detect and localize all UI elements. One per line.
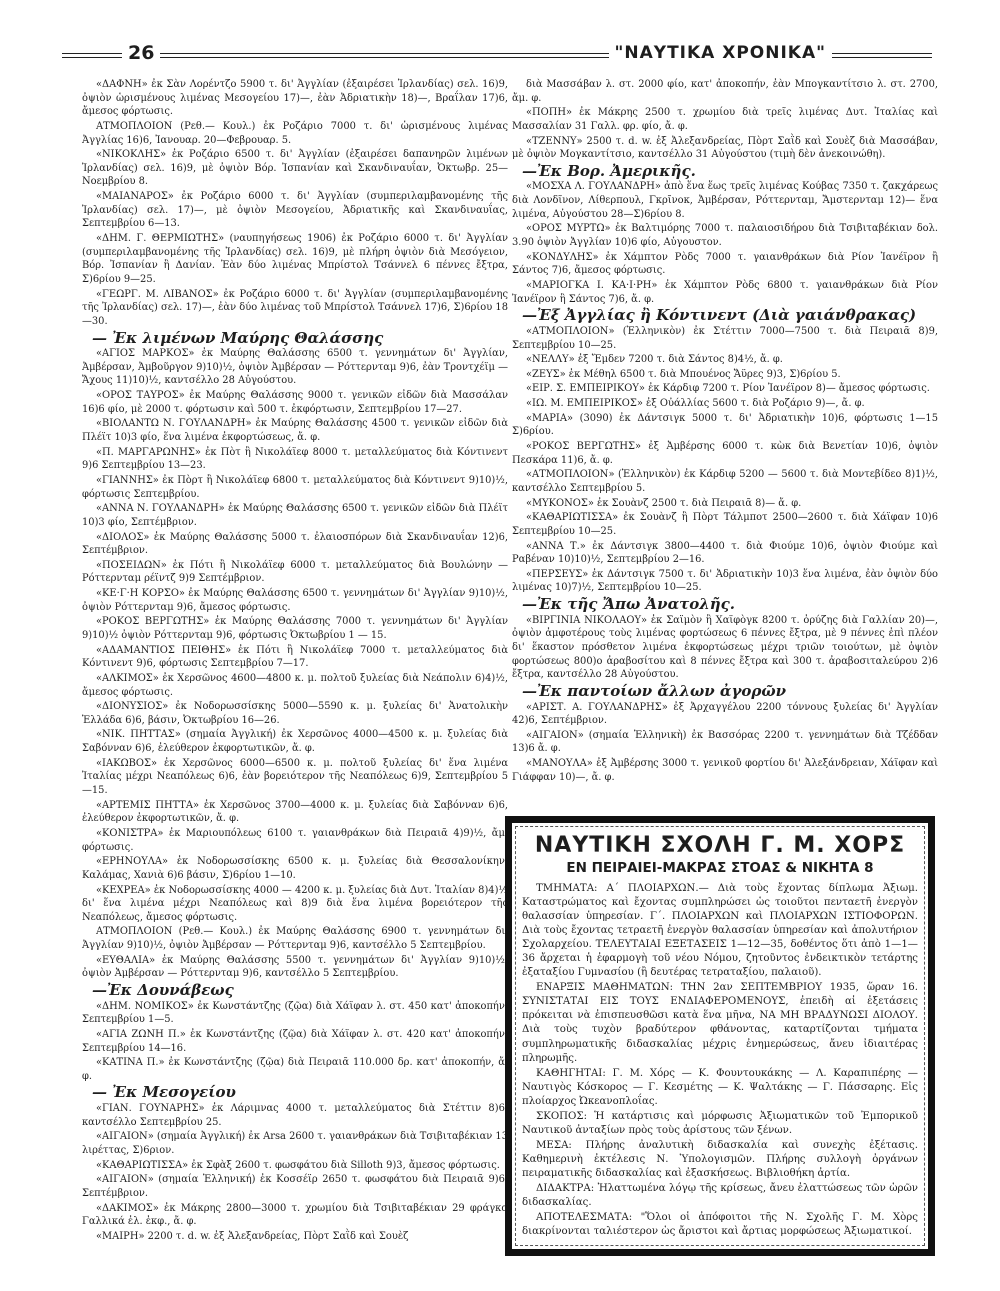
listing-paragraph: «ΒΙΡΓΙΝΙΑ ΝΙΚΟΛΑΟΥ» ἐκ Σαϊμὸν ἢ Χαϊφὸγκ 8200 τ. ὀρύζης διὰ Γαλλίαν 20)—, ὀψιὸν ἀμφοτέρους τοὺς λιμένας φορτώσεως 6 πέννες ἔξτρα, μὲ 9 πέννες ἐπὶ πλέον δι' ἕκαστον πρόσθετον λιμένα ἐκφορτώσεως μέχρι τριῶν τοιούτων, μὲ ὀψιὸν φορτώσεως 800)ο ἀραβοσίτου καὶ 8 πέννες ἔξτρα καὶ 300 τ. ἀραβοσιταλεύρου 2)6 ἔξτρα, καντσέλλο 28 Αὐγούστου.	[512, 614, 938, 681]
listing-paragraph: «Π. ΜΑΡΓΑΡΩΝΗΣ» ἐκ Πὸτ ἢ Νικολάϊεφ 8000 τ. μεταλλεύματος διὰ Κόντινεντ 9)6 Σεπτεμβρίου 13—23.	[82, 446, 508, 472]
listing-paragraph: «ΑΓΙΑ ΖΩΝΗ Π.» ἐκ Κωνστάντζης (ζῷα) διὰ Χάϊφαν λ. στ. 420 κατ' ἀποκοπήν, Σεπτεμβρίου 14—16.	[82, 1028, 508, 1054]
listing-paragraph: «ΜΑΙΡΗ» 2200 τ. d. w. ἐξ Ἀλεξανδρείας, Πὸρτ Σαῒδ καὶ Σουὲζ	[96, 1230, 409, 1242]
listing-paragraph: «ΔΗΜ. Γ. ΘΕΡΜΙΩΤΗΣ» (ναυπηγήσεως 1906) ἐκ Ροζάριο 6000 τ. δι' Ἀγγλίαν (συμπεριλαμβανομένης τῆς Ἰρλανδίας) σελ. 16)9, μὲ πλήρη ὀψιὸν διὰ Μεσόγειον, Βόρ. Ἰσπανίαν ἢ Δανίαν. Ἐὰν δύο λιμένας Μπρίστολ Τσάννελ 6 πέννες ἔξτρα, Σ)6ρίου 9—25.	[82, 233, 508, 285]
ad-paragraph: ΤΜΗΜΑΤΑ: Α΄ ΠΛΟΙΑΡΧΩΝ.— Διὰ τοὺς ἔχοντας δίπλωμα Ἀξιωμ. Καταστρώματος καὶ ἔχοντας συμπληρώσει ὡς τοιοῦτοι πενταετῆ ἐνεργὸν θαλασσίαν ὑπηρεσίαν. Γ΄. ΠΛΟΙΑΡΧΩΝ καὶ ΠΛΟΙΑΡΧΩΝ ΙΣΤΙΟΦΟΡΩΝ. Διὰ τοὺς ἔχοντας τετραετῆ ἐνεργὸν θαλασσίαν ὑπηρεσίαν καὶ ἀπολυτήριον Σχολαρχείου. ΤΕΛΕΥΤΑΙΑΙ ΕΞΕΤΑΣΕΙΣ 1—12—35, δοθέντος ὅτι ἀπὸ 1—1—36 ἄρχεται ἡ ἐφαρμογὴ τοῦ νέου Νόμου, ζητοῦντος ἐνδεικτικὸν τετάρτης ἐξαταξίου Γυμνασίου (ἢ δευτέρας τετραταξίου, παλαιοῦ).	[522, 883, 918, 979]
ad-title: ΝΑΥΤΙΚΗ ΣΧΟΛΗ Γ. Μ. ΧΟΡΣ	[534, 833, 906, 858]
page-header	[62, 44, 932, 68]
publication-title: "ΝΑΥΤΙΚΑ ΧΡΟΝΙΚΑ"	[609, 43, 832, 63]
listing-paragraph: «ΚΟΝΙΣΤΡΑ» ἐκ Μαριουπόλεως 6100 τ. γαιανθράκων διὰ Πειραιᾶ 4)9)½, ἄμ. φόρτωσις.	[82, 827, 508, 853]
listing-paragraph: «ΡΟΚΟΣ ΒΕΡΓΩΤΗΣ» ἐξ Ἀμβέρσης 6000 τ. κὼκ διὰ Βενετίαν 10)6, ὀψιὸν Πεσκάρα 11)6, ἄ. φ.	[512, 441, 938, 466]
listing-paragraph: «ΔΗΜ. ΝΟΜΙΚΟΣ» ἐκ Κωνστάντζης (ζῷα) διὰ Χάϊφαν λ. στ. 450 κατ' ἀποκοπήν, Σεπτεμβρίου 1—5.	[82, 1000, 508, 1026]
listing-paragraph: «ΔΑΦΝΗ» ἐκ Σὰν Λορέντζο 5900 τ. δι' Ἀγγλίαν (ἐξαιρέσει Ἰρλανδίας) σελ. 16)9, ὀψιὸν ὡρισμένους λιμένας Μεσογείου 17)—, ἐὰν Ἀδριατικὴν 18)—, Βραΐλαν 17)6, ἄμεσος φόρτωσις.	[82, 79, 508, 118]
listing-paragraph: «ΚΑΤΙΝΑ Π.» ἐκ Κωνστάντζης (ζῷα) διὰ Πειραιᾶ 110.000 δρ. κατ' ἀποκοπήν, ἄ. φ.	[82, 1057, 508, 1082]
listing-paragraph: «ΡΟΚΟΣ ΒΕΡΓΩΤΗΣ» ἐκ Μαύρης Θαλάσσης 7000 τ. γεννημάτων δι' Ἀγγλίαν 9)10)½ ὀψιὸν Ρόττερνταμ 9)6, φόρτωσις Ὀκτωβρίου 1 — 15.	[82, 616, 508, 641]
listing-paragraph: «ΜΑΝΟΥΛΑ» ἐξ Ἀμβέρσης 3000 τ. γενικοῦ φορτίου δι' Ἀλεξάνδρειαν, Χάϊφαν καὶ Γιάφφαν 10)—, ἄ. φ.	[512, 758, 938, 783]
listing-paragraph: «ΕΡΗΝΟΥΛΑ» ἐκ Νοδορωσσίσκης 6500 κ. μ. ξυλείας διὰ Θεσσαλονίκην, Καλάμας, Χανιὰ 6)6 βάσιν, Σ)6ρίου 1—10.	[82, 856, 508, 881]
section-heading: — Ἐκ λιμένων Μαύρης Θαλάσσης	[92, 328, 384, 347]
listing-paragraph: «ΑΔΑΜΑΝΤΙΟΣ ΠΕΙΘΗΣ» ἐκ Πότι ἢ Νικολάϊεφ 7000 τ. μεταλλεύματος διὰ Κόντινεντ 9)6, φόρτωσις Σεπτεμβρίου 7—17.	[82, 644, 508, 670]
listing-paragraph: «ΜΑΡΙΟΓΚΑ Ι. ΚΑ·Ι·ΡΗ» ἐκ Χάμπτον Ρὸδς 6800 τ. γαιανθράκων διὰ Ρίον Ἰανέϊρον ἢ Σάντος 7)6, ἄ. φ.	[512, 279, 938, 305]
listing-paragraph: «ΑΡΙΣΤ. Α. ΓΟΥΛΑΝΔΡΗΣ» ἐξ Ἀρχαγγέλου 2200 τόννους ξυλείας δι' Ἀγγλίαν 42)6, Σεπτέμβριον.	[512, 701, 938, 727]
listing-paragraph: «ΝΕΛΛΥ» ἐξ Ἔμδεν 7200 τ. διὰ Σάντος 8)4½, ἄ. φ.	[526, 354, 783, 366]
listing-paragraph: «ΤΖΕΝΝΥ» 2500 τ. d. w. ἐξ Ἀλεξανδρείας, Πὸρτ Σαῒδ καὶ Σουὲζ διὰ Μασσάβαν, μὲ ὀψιὸν Μογκαντίτσιο, καντσέλλο 31 Αὐγούστου (τιμὴ δὲν ἀνεκοινώθη).	[512, 135, 938, 161]
listing-paragraph: «ΑΝΝΑ Τ.» ἐκ Δάντσιγκ 3800—4400 τ. διὰ Φιούμε 10)6, ὀψιὸν Φιούμε καὶ Ραβέναν 10)10)½, Σεπτεμβρίου 2—16.	[512, 540, 938, 566]
listing-paragraph: «ΚΑΘΑΡΙΩΤΙΣΣΑ» ἐκ Σουὰνζ ἢ Πὸρτ Τάλμποτ 2500—2600 τ. διὰ Χάϊφαν 10)6 Σεπτεμβρίου 10—25.	[512, 512, 938, 537]
listing-paragraph: «ΑΡΤΕΜΙΣ ΠΗΤΤΑ» ἐκ Χερσῶνος 3700—4000 κ. μ. ξυλείας διὰ Σαβόνναν 6)6, ἐλεύθερον ἐκφορτωτικῶν, ἄ. φ.	[82, 799, 508, 825]
listing-paragraph: «ΔΙΟΝΥΣΙΟΣ» ἐκ Νοδορωσσίσκης 5000—5590 κ. μ. ξυλείας δι' Ἀνατολικὴν Ἑλλάδα 6)6, βάσιν, Ὀκτωβρίου 16—26.	[82, 701, 508, 726]
listing-paragraph: «ΚΕ·Γ·Η ΚΟΡΣΟ» ἐκ Μαύρης Θαλάσσης 6500 τ. γεννημάτων δι' Ἀγγλίαν 9)10)½, ὀψιὸν Ρόττερνταμ 9)6, ἄμεσος φόρτωσις.	[82, 588, 508, 613]
listing-paragraph: «ΜΟΣΧΑ Λ. ΓΟΥΛΑΝΔΡΗ» ἀπὸ ἕνα ἕως τρεῖς λιμένας Κούβας 7350 τ. ζακχάρεως διὰ Λονδῖνον, Λίθερπουλ, Γκρῖνοκ, Ἀμβέρσαν, Ρόττερνταμ, Ἄμστερνταμ 12)— ἕνα λιμένα, Αὐγούστου 28—Σ)6ρίου 8.	[512, 181, 938, 220]
left-column	[82, 78, 508, 1245]
listing-paragraph: «ΟΡΟΣ ΜΥΡΤΩ» ἐκ Βαλτιμόρης 7000 τ. παλαιοσιδήρου διὰ Τσιβιταβέκιαν δολ. 3.90 ὀψιὸν Ἀγγλίαν 10)6 φίο, Αὐγουστον.	[512, 223, 938, 249]
listing-paragraph: «ΙΩ. Μ. ΕΜΠΕΙΡΙΚΟΣ» ἐξ Οὐάλλίας 5600 τ. διὰ Ροζάριο 9)—, ἄ. φ.	[526, 398, 865, 410]
listing-paragraph: «ΑΤΜΟΠΛΟΙΟΝ» (Ἑλληνικὸν) ἐκ Κάρδιφ 5200 — 5600 τ. διὰ Μοντεβίδεο 8)1)½, καντσέλλο Σεπτεμβρίου 5.	[512, 469, 938, 494]
listing-paragraph: «ΔΙΟΛΟΣ» ἐκ Μαύρης Θαλάσσης 5000 τ. ἐλαιοσπόρων διὰ Σκανδιναυΐαν 12)6, Σεπτέμβριον.	[82, 531, 508, 557]
school-advertisement	[505, 816, 935, 1256]
listing-paragraph: «ΚΟΝΔΥΛΗΣ» ἐκ Χάμπτον Ρὸδς 7000 τ. γαιανθράκων διὰ Ρίον Ἰανέϊρον ἢ Σάντος 7)6, ἄμεσος φόρτωσις.	[512, 251, 938, 277]
section-heading: — Ἐκ Μεσογείου	[92, 1083, 236, 1102]
ad-paragraph: ΕΝΑΡΞΙΣ ΜΑΘΗΜΑΤΩΝ: ΤΗΝ 2αν ΣΕΠΤΕΜΒΡΙΟΥ 1935, ὥραν 16. ΣΥΝΙΣΤΑΤΑΙ ΕΙΣ ΤΟΥΣ ΕΝΔΙΑΦΕΡΟΜΕΝΟΥΣ, ἐπειδὴ αἱ ἐξετάσεις πρόκειται νὰ ἐπισπευσθῶσι κατὰ ἕνα μῆνα, ΝΑ ΜΗ ΒΡΑΔΥΝΩΣΙ ΔΙΟΛΟΥ. Διὰ τοὺς τυχὸν βραδύτερον φθάνοντας, καταρτίζονται τμήματα συμπληρωματικῆς διδασκαλίας μέχρις ἐνημερώσεως, ἄνευ ἰδιαιτέρας πληρωμῆς.	[522, 982, 918, 1064]
ad-paragraph: ΚΑΘΗΓΗΤΑΙ: Γ. Μ. Χόρς — Κ. Φουντουκάκης — Λ. Καραπιπέρης — Ναυτιγὸς Κόσκορος — Γ. Κεσμέτης — Κ. Ψαλτάκης — Γ. Πάσσαρης. Εἰς πλοίαρχος Ὠκεανοπλοΐας.	[522, 1067, 918, 1107]
listing-paragraph: «ΓΕΩΡΓ. Μ. ΛΙΒΑΝΟΣ» ἐκ Ροζάριο 6000 τ. δι' Ἀγγλίαν (συμπεριλαμβανομένης τῆς Ἰρλανδίας) σελ. 17)—, ἐὰν δύο λιμένας τοῦ Μπρίστολ Τσάννελ 17)6, Σ)6ρίου 18—30.	[82, 288, 508, 327]
listing-paragraph: «ΕΙΡ. Σ. ΕΜΠΕΙΡΙΚΟΥ» ἐκ Κάρδιφ 7200 τ. Ρίον Ἰανέϊρον 8)— ἄμεσος φόρτωσις.	[526, 383, 930, 395]
listing-paragraph: «ΜΑΡΙΑ» (3090) ἐκ Δάντσιγκ 5000 τ. δι' Ἀδριατικὴν 10)6, φόρτωσις 1—15 Σ)6ρίου.	[512, 412, 938, 438]
page-number: 26	[122, 42, 160, 64]
listing-paragraph: «ΑΙΓΑΙΟΝ» (σημαία Ἑλληνική) ἐκ Κοσσέϊρ 2650 τ. φωσφάτου διὰ Πειραιᾶ 9)6, Σεπτέμβριον.	[82, 1174, 508, 1199]
listing-paragraph: «ΑΓΙΟΣ ΜΑΡΚΟΣ» ἐκ Μαύρης Θαλάσσης 6500 τ. γεννημάτων δι' Ἀγγλίαν, Ἀμβέρσαν, Ἀμβοῦργον 9)10)½, ὀψιὸν Ἀμβέρσαν — Ρόττερνταμ 9)6, ἐὰν Τροντχέϊμ — Ἄχους 11)10)½, καντσέλλο 28 Αὐγούστου.	[82, 348, 508, 387]
listing-paragraph: «ΜΥΚΟΝΟΣ» ἐκ Σουὰνζ 2500 τ. διὰ Πειραιᾶ 8)— ἄ. φ.	[526, 497, 802, 509]
listing-paragraph: «ΙΑΚΩΒΟΣ» ἐκ Χερσῶνος 6000—6500 κ. μ. πολτοῦ ξυλείας δι' ἕνα λιμένα Ἰταλίας μέχρι Νεαπόλεως 6)6, ἐὰν βορειότερον τῆς Νεαπόλεως 6)9, Σεπτεμβρίου 5—15.	[82, 757, 508, 797]
listing-paragraph: ΑΤΜΟΠΛΟΙΟΝ (Ρεθ.— Κουλ.) ἐκ Ροζάριο 7000 τ. δι' ὡρισμένους λιμένας Ἀγγλίας 16)6, Ἰανουαρ. 20—Φεβρουαρ. 5.	[82, 120, 508, 146]
listing-paragraph: «ΑΙΓΑΙΟΝ» (σημαία Ἑλληνικὴ) ἐκ Βασσόρας 2200 τ. γεννημάτων διὰ Τζέδδαν 13)6 ἄ. φ.	[512, 729, 938, 755]
listing-paragraph: «ΠΟΠΗ» ἐκ Μάκρης 2500 τ. χρωμίου διὰ τρεῖς λιμένας Δυτ. Ἰταλίας καὶ Μασσαλίαν 31 Γαλλ. φρ. φίο, ἄ. φ.	[512, 107, 938, 132]
listing-paragraph: «ΕΥΘΑΛΙΑ» ἐκ Μαύρης Θαλάσσης 5500 τ. γεννημάτων δι' Ἀγγλίαν 9)10)½, ὀψιὸν Ἀμβέρσαν — Ρόττερνταμ 9)6, καντσέλλο 5 Σεπτεμβρίου.	[82, 954, 508, 980]
ad-paragraph: ΜΕΣΑ: Πλήρης ἀναλυτικὴ διδασκαλία καὶ συνεχὴς ἐξέτασις. Καθημερινὴ ἐκτέλεσις Ν. Ὑπολογισμῶν. Πλήρης συλλογὴ ὀργάνων πειραματικῆς διδασκαλίας καὶ ἐξασκήσεως. Βιβλιοθήκη ἀρτία.	[522, 1139, 918, 1179]
ad-paragraph: ΔΙΔΑΚΤΡΑ: Ἠλαττωμένα λόγῳ τῆς κρίσεως, ἄνευ ἐλαττώσεως τῶν ὡρῶν διδασκαλίας.	[522, 1182, 918, 1209]
listing-paragraph: «ΚΕΧΡΕΑ» ἐκ Νοδορωσσίσκης 4000 — 4200 κ. μ. ξυλείας διὰ Δυτ. Ἰταλίαν 8)4)½ δι' ἕνα λιμένα μέχρι Νεαπόλεως καὶ 8)9 διὰ ἕνα λιμένα βορειότερον τῆς Νεαπόλεως, ἄμεσος φόρτωσις.	[82, 884, 508, 923]
ad-paragraph: ΣΚΟΠΟΣ: Ἡ κατάρτισις καὶ μόρφωσις Ἀξιωματικῶν τοῦ Ἐμπορικοῦ Ναυτικοῦ ἀνταξίων πρὸς τοὺς ἀρίστους τῶν ξένων.	[522, 1110, 918, 1136]
listing-paragraph: «ΒΙΟΛΑΝΤΩ Ν. ΓΟΥΛΑΝΔΡΗ» ἐκ Μαύρης Θαλάσσης 4500 τ. γενικῶν εἰδῶν διὰ Πλέϊτ 10)3 φίο, ἕνα λιμένα ἐκφορτώσεως, ἄ. φ.	[82, 418, 508, 444]
listing-paragraph: «ΖΕΥΣ» ἐκ Μέθηλ 6500 τ. διὰ Μπουένος Ἄϋρες 9)3, Σ)6ρίου 5.	[526, 368, 841, 380]
listing-paragraph: «ΟΡΟΣ ΤΑΥΡΟΣ» ἐκ Μαύρης Θαλάσσης 9000 τ. γενικῶν εἰδῶν διὰ Μασσάλαν 16)6 φίο, μὲ 2000 τ. φόρτωσιν καὶ 500 τ. ἐκφόρτωσιν, Σεπτεμβρίου 17—27.	[82, 390, 508, 415]
listing-paragraph: «ΚΑΘΑΡΙΩΤΙΣΣΑ» ἐκ Σφὰξ 2600 τ. φωσφάτου διὰ Silloth 9)3, ἄμεσος φόρτωσις.	[96, 1159, 500, 1171]
ad-body	[522, 882, 918, 1239]
listing-paragraph: «ΔΑΚΙΜΟΣ» ἐκ Μάκρης 2800—3000 τ. χρωμίου διὰ Τσιβιταβέκιαν 29 φράγκα Γαλλικά ἐλ. ἐκφ., ἄ. φ.	[82, 1202, 508, 1228]
listing-paragraph: «ΜΑΙΑΝΑΡΟΣ» ἐκ Ροζάριο 6000 τ. δι' Ἀγγλίαν (συμπεριλαμβανομένης τῆς Ἰρλανδίας) σελ. 17)—, μὲ ὀψιὸν Μεσογείου, Ἀδριατικῆς καὶ Σκανδιναυΐας, Σεπτεμβρίου 6—13.	[82, 191, 508, 230]
listing-paragraph: «ΝΙΚΟΚΛΗΣ» ἐκ Ροζάριο 6500 τ. δι' Ἀγγλίαν (ἐξαιρέσει δαπανηρῶν λιμένων Ἰρλανδίας) σελ. 16)9, μὲ ὀψιὸν Βόρ. Ἰσπανίαν καὶ Σκανδιναυΐαν, Ὀκτωβρ. 25—Νοεμβρίου 8.	[82, 149, 508, 188]
listing-paragraph: «ΓΙΑΝ. ΓΟΥΝΑΡΗΣ» ἐκ Λάριμνας 4000 τ. μεταλλεύματος διὰ Στέττιν 8)6, καντσέλλο Σεπτεμβρίου 25.	[82, 1103, 508, 1128]
section-heading: —Ἐκ παντοίων ἄλλων ἀγορῶν	[522, 681, 787, 700]
ad-subtitle: ΕΝ ΠΕΙΡΑΙΕΙ-ΜΑΚΡΑΣ ΣΤΟΑΣ & ΝΙΚΗΤΑ 8	[566, 860, 874, 876]
section-heading: —Ἐκ Βορ. Ἀμερικῆς.	[522, 161, 696, 180]
listing-paragraph: «ΑΝΝΑ Ν. ΓΟΥΛΑΝΔΡΗ» ἐκ Μαύρης Θαλάσσης 6500 τ. γενικῶν εἰδῶν διὰ Πλέϊτ 10)3 φίο, Σεπτέμβριον.	[82, 503, 508, 528]
listing-paragraph: «ΝΙΚ. ΠΗΤΤΑΣ» (σημαία Ἀγγλική) ἐκ Χερσῶνος 4000—4500 κ. μ. ξυλείας διὰ Σαβόνναν 6)6, ἐλεύθερον ἐκφορτωτικῶν, ἄ. φ.	[82, 729, 508, 755]
section-heading: —Ἐκ τῆς Ἄπω Ἀνατολῆς.	[522, 595, 736, 614]
ad-paragraph: ΑΠΟΤΕΛΕΣΜΑΤΑ: "Ὅλοι οἱ ἀπόφοιτοι τῆς Ν. Σχολῆς Γ. Μ. Χὸρς διακρίνονται ταλιέστερον ὡς ἄριστοι καὶ ἄρτιας μορφώσεως Ἀξιωματικοί.	[522, 1212, 918, 1238]
listing-paragraph: «ΠΕΡΣΕΥΣ» ἐκ Δάντσιγκ 7500 τ. δι' Ἀδριατικὴν 10)3 ἕνα λιμένα, ἐὰν ὀψιὸν δύο λιμένας 10)7)½, Σεπτεμβρίου 10—25.	[512, 568, 938, 594]
listing-paragraph: ΑΤΜΟΠΛΟΙΟΝ (Ρεθ.— Κουλ.) ἐκ Μαύρης Θαλάσσης 6900 τ. γεννημάτων δι' Ἀγγλίαν 9)10)½, ὀψιὸν Ἀμβέρσαν — Ρόττερνταμ 9)6, καντσέλλο 5 Σεπτεμβρίου.	[82, 926, 508, 952]
listing-paragraph: «ΠΟΣΕΙΔΩΝ» ἐκ Πότι ἢ Νικολάϊεφ 6000 τ. μεταλλεύματος διὰ Βουλώνην — Ρόττερνταμ ρέϊντζ 9)9 Σεπτέμβριον.	[82, 559, 508, 585]
listing-paragraph: «ΑΙΓΑΙΟΝ» (σημαία Ἀγγλική) ἐκ Arsa 2600 τ. γαιανθράκων διὰ Τσιβιταβέκιαν 13 λιρέττας, Σ)6ριον.	[82, 1131, 508, 1157]
listing-paragraph: «ΓΙΑΝΝΗΣ» ἐκ Πὸρτ ἢ Νικολάϊεφ 6800 τ. μεταλλεύματος διὰ Κόντινεντ 9)10)½, φόρτωσις Σεπτεμβρίου.	[82, 474, 508, 500]
listing-paragraph: «ΑΤΜΟΠΛΟΙΟΝ» (Ἑλληνικὸν) ἐκ Στέττιν 7000—7500 τ. διὰ Πειραιᾶ 8)9, Σεπτεμβρίου 10—25.	[512, 325, 938, 351]
listing-paragraph: διὰ Μασσάβαν λ. στ. 2000 φίο, κατ' ἀποκοπήν, ἐὰν Μπογκαντίτσιο λ. στ. 2700, ἄμ. φ.	[512, 79, 938, 104]
section-heading: —Ἐκ Δουνάβεως	[92, 981, 234, 999]
section-heading: —Ἐξ Ἀγγλίας ἢ Κόντινεντ (Διὰ γαιάνθρακας)	[522, 306, 917, 325]
listing-paragraph: «ΑΛΚΙΜΟΣ» ἐκ Χερσῶνος 4600—4800 κ. μ. πολτοῦ ξυλείας διὰ Νεάπολιν 6)4)½, ἄμεσος φόρτωσις.	[82, 672, 508, 698]
right-column	[512, 78, 938, 785]
